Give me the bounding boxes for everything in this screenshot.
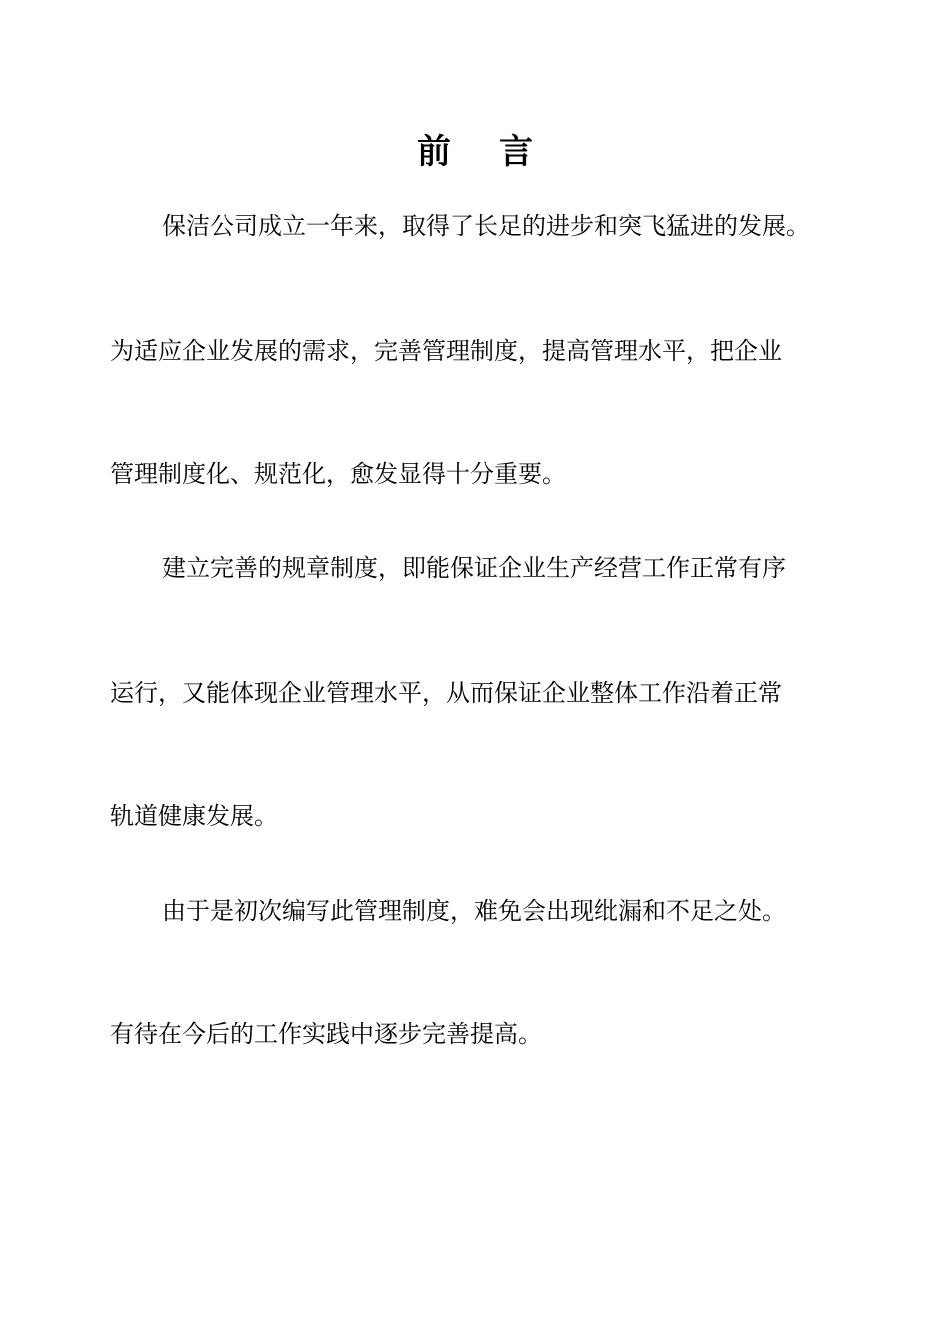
paragraph-line: 建立完善的规章制度，即能保证企业生产经营工作正常有序 <box>162 554 786 582</box>
paragraph-line: 运行，又能体现企业管理水平，从而保证企业整体工作沿着正常 <box>110 679 782 707</box>
page-title: 前言 <box>417 132 581 172</box>
paragraph-line: 保洁公司成立一年来，取得了长足的进步和突飞猛进的发展。 <box>162 212 810 240</box>
paragraph-line: 管理制度化、规范化，愈发显得十分重要。 <box>110 460 566 488</box>
paragraph-line: 为适应企业发展的需求，完善管理制度，提高管理水平，把企业 <box>110 337 782 365</box>
paragraph-line: 轨道健康发展。 <box>110 802 278 830</box>
paragraph-line: 由于是初次编写此管理制度，难免会出现纰漏和不足之处。 <box>162 897 786 925</box>
paragraph-line: 有待在今后的工作实践中逐步完善提高。 <box>110 1020 542 1048</box>
